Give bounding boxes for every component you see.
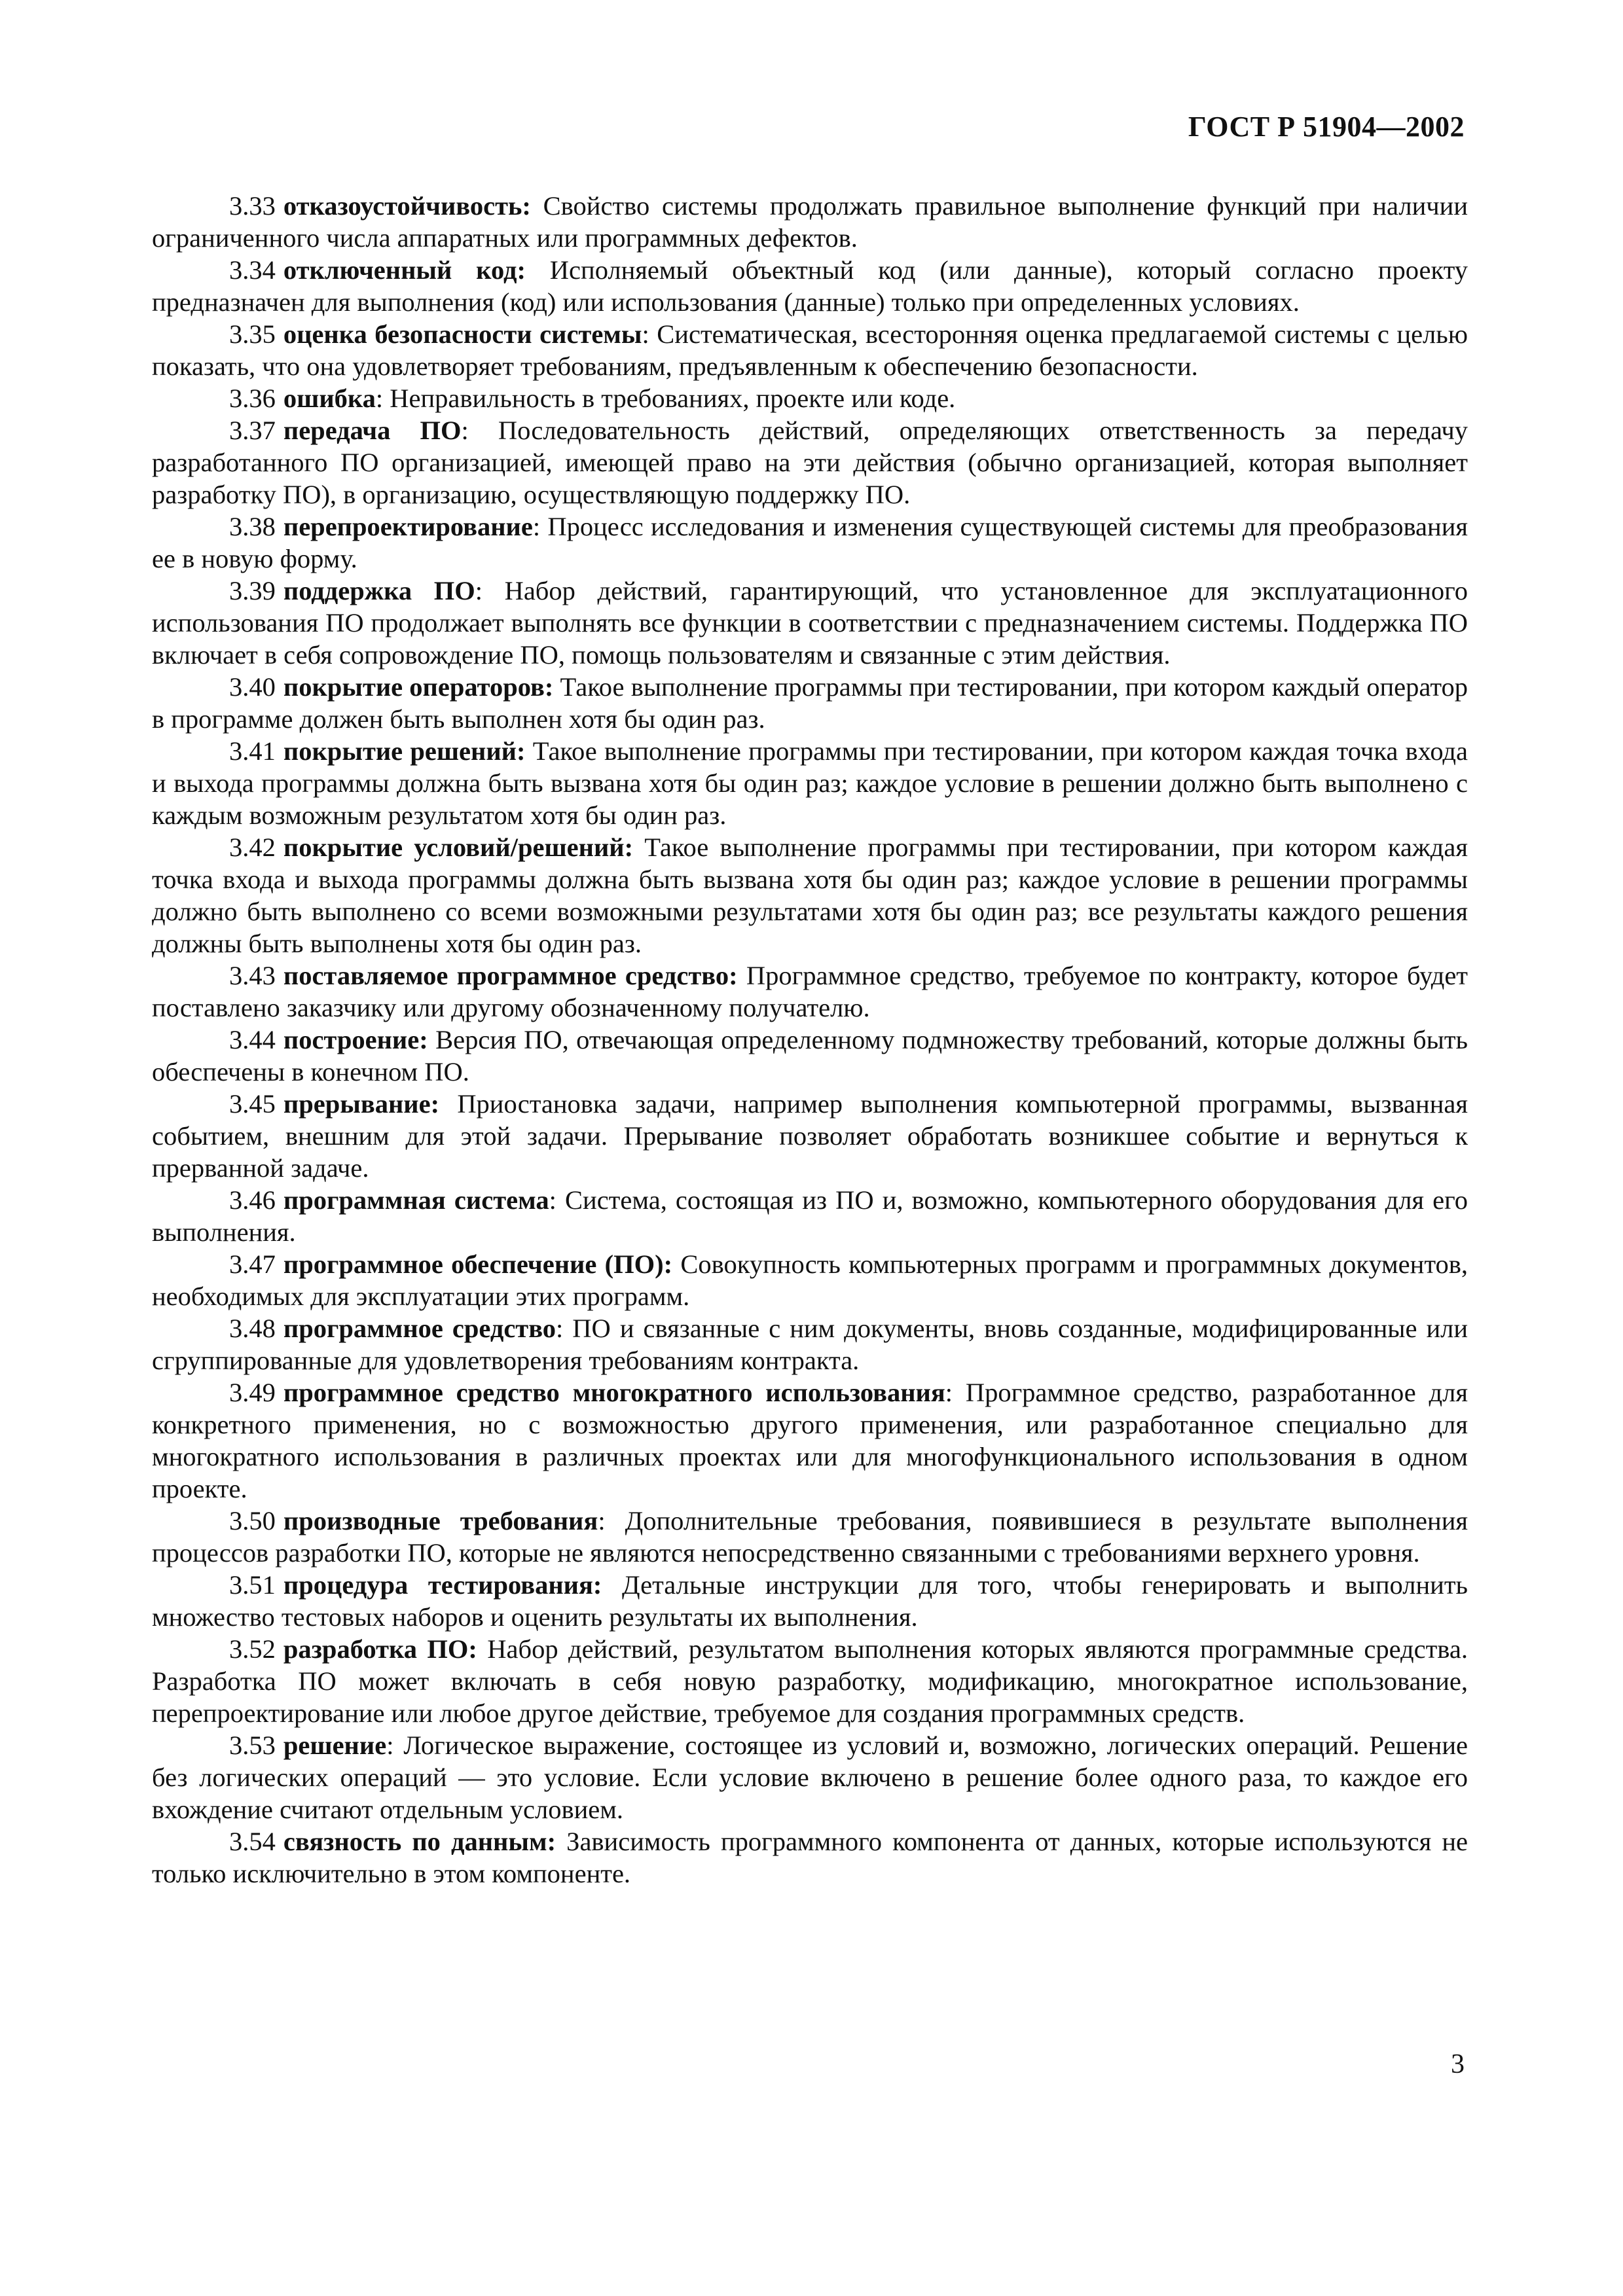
definition-entry <box>152 1376 1468 1505</box>
entry-number: 3.35 <box>229 319 276 349</box>
entry-definition: : Систематическая, всесторонняя оценка предлагаемой системы с целью показать, что она удовлетворяет требованиям, предъявленным к обеспечению безопасности. <box>152 319 1468 381</box>
entry-definition: Детальные инструкции для того, чтобы генерировать и выполнить множество тестовых наборов и оценить результаты их выполнения. <box>152 1570 1468 1632</box>
entry-definition: : Последовательность действий, определяющих ответственность за передачу разработанного ПО организацией, имеющей право на эти действия (обычно организацией, которая выполняет разработку ПО), в организацию, осуществляющую поддержку ПО. <box>152 416 1468 509</box>
definition-entry <box>152 1088 1468 1184</box>
entry-number: 3.37 <box>229 416 276 445</box>
entry-definition: Версия ПО, отвечающая определенному подмножеству требований, которые должны быть обеспечены в конечном ПО. <box>152 1025 1468 1086</box>
entry-number: 3.46 <box>229 1185 276 1215</box>
entry-definition: : Набор действий, гарантирующий, что установленное для эксплуатационного использования ПО продолжает выполнять все функции в соответствии с предназначением системы. Поддержка ПО включает в себя сопровождение ПО, помощь пользователям и связанные с этим действия. <box>152 576 1468 670</box>
entry-definition: : Система, состоящая из ПО и, возможно, компьютерного оборудования для его выполнения. <box>152 1185 1468 1247</box>
terms-definitions-list <box>152 190 1468 1890</box>
entry-definition: Такое выполнение программы при тестировании, при котором каждая точка входа и выхода программы должна быть вызвана хотя бы один раз; каждое условие в решении должно быть выполнено с каждым возможным результатом хотя бы один раз. <box>152 736 1468 830</box>
definition-entry <box>152 1825 1468 1890</box>
definition-entry <box>152 1024 1468 1088</box>
entry-number: 3.49 <box>229 1378 276 1407</box>
entry-number: 3.50 <box>229 1506 276 1535</box>
definition-entry <box>152 960 1468 1024</box>
entry-term: производные требования <box>283 1506 598 1535</box>
entry-term: построение: <box>283 1025 428 1054</box>
entry-term: решение <box>283 1731 387 1760</box>
definition-entry <box>152 414 1468 511</box>
entry-term: оценка безопасности системы <box>283 319 642 349</box>
page-number: 3 <box>1451 2049 1465 2079</box>
entry-number: 3.47 <box>229 1249 276 1279</box>
entry-definition: : Программное средство, разработанное для конкретного применения, но с возможностью другого применения, или разработанное специально для многократного использования в различных проектах или для многофункционального использования в одном проекте. <box>152 1378 1468 1503</box>
entry-number: 3.45 <box>229 1089 276 1119</box>
document-header: ГОСТ Р 51904—2002 <box>1188 111 1465 143</box>
entry-number: 3.36 <box>229 384 276 413</box>
definition-entry <box>152 511 1468 575</box>
entry-definition: : ПО и связанные с ним документы, вновь созданные, модифицированные или сгруппированные для удовлетворения требованиям контракта. <box>152 1314 1468 1375</box>
entry-definition: Приостановка задачи, например выполнения компьютерной программы, вызванная событием, внешним для этой задачи. Прерывание позволяет обработать возникшее событие и вернуться к прерванной задаче. <box>152 1089 1468 1183</box>
definition-entry <box>152 318 1468 382</box>
entry-number: 3.51 <box>229 1570 276 1600</box>
definition-entry <box>152 1184 1468 1248</box>
entry-definition: : Неправильность в требованиях, проекте или коде. <box>375 384 956 413</box>
entry-term: программное средство многократного использования <box>283 1378 945 1407</box>
definition-entry <box>152 671 1468 735</box>
entry-definition: Набор действий, результатом выполнения которых являются программные средства. Разработка ПО может включать в себя новую разработку, модификацию, многократное использование, перепроектирование или любое другое действие, требуемое для создания программных средств. <box>152 1634 1468 1728</box>
entry-number: 3.52 <box>229 1634 276 1664</box>
entry-number: 3.43 <box>229 961 276 990</box>
entry-number: 3.40 <box>229 672 276 702</box>
entry-number: 3.33 <box>229 191 276 221</box>
entry-number: 3.39 <box>229 576 276 605</box>
entry-definition: Такое выполнение программы при тестировании, при котором каждый оператор в программе должен быть выполнен хотя бы один раз. <box>152 672 1468 734</box>
entry-term: покрытие условий/решений: <box>283 833 634 862</box>
entry-definition: : Дополнительные требования, появившиеся в результате выполнения процессов разработки ПО, которые не являются непосредственно связанными с требованиями верхнего уровня. <box>152 1506 1468 1568</box>
entry-number: 3.42 <box>229 833 276 862</box>
entry-definition: Совокупность компьютерных программ и программных документов, необходимых для эксплуатации этих программ. <box>152 1249 1468 1311</box>
entry-term: ошибка <box>283 384 376 413</box>
definition-entry <box>152 190 1468 254</box>
entry-definition: Свойство системы продолжать правильное выполнение функций при наличии ограниченного числа аппаратных или программных дефектов. <box>152 191 1468 253</box>
definition-entry <box>152 1729 1468 1825</box>
entry-number: 3.34 <box>229 255 276 285</box>
entry-term: передача ПО <box>283 416 462 445</box>
entry-term: перепроектирование <box>283 512 533 541</box>
entry-number: 3.53 <box>229 1731 276 1760</box>
entry-definition: : Процесс исследования и изменения существующей системы для преобразования ее в новую форму. <box>152 512 1468 573</box>
definition-entry <box>152 1569 1468 1633</box>
definition-entry <box>152 575 1468 671</box>
entry-term: поддержка ПО <box>283 576 475 605</box>
entry-term: поставляемое программное средство: <box>283 961 738 990</box>
definition-entry <box>152 735 1468 831</box>
entry-number: 3.54 <box>229 1827 276 1856</box>
definition-entry <box>152 254 1468 318</box>
entry-definition: Зависимость программного компонента от данных, которые используются не только исключительно в этом компоненте. <box>152 1827 1468 1888</box>
entry-term: отказоустойчивость: <box>283 191 531 221</box>
entry-number: 3.41 <box>229 736 276 766</box>
entry-definition: : Логическое выражение, состоящее из условий и, возможно, логических операций. Решение без логических операций — это условие. Если условие включено в решение более одного раза, то каждое его вхождение считают отдельным условием. <box>152 1731 1468 1824</box>
entry-term: отключенный код: <box>283 255 526 285</box>
entry-term: разработка ПО: <box>283 1634 477 1664</box>
definition-entry <box>152 1248 1468 1312</box>
entry-term: программная система <box>283 1185 549 1215</box>
entry-term: процедура тестирования: <box>283 1570 602 1600</box>
entry-number: 3.44 <box>229 1025 276 1054</box>
entry-term: программное средство <box>283 1314 556 1343</box>
entry-definition: Исполняемый объектный код (или данные), который согласно проекту предназначен для выполнения (код) или использования (данные) только при определенных условиях. <box>152 255 1468 317</box>
entry-term: покрытие операторов: <box>283 672 554 702</box>
entry-term: программное обеспечение (ПО): <box>283 1249 673 1279</box>
definition-entry <box>152 1505 1468 1569</box>
entry-definition: Такое выполнение программы при тестировании, при котором каждая точка входа и выхода программы должна быть вызвана хотя бы один раз; каждое условие в решении программы должно быть выполнено со всеми возможными результатами хотя бы один раз; все результаты каждого решения должны быть выполнены хотя бы один раз. <box>152 833 1468 958</box>
entry-number: 3.48 <box>229 1314 276 1343</box>
entry-term: связность по данным: <box>283 1827 556 1856</box>
entry-term: покрытие решений: <box>283 736 526 766</box>
definition-entry <box>152 1633 1468 1729</box>
entry-number: 3.38 <box>229 512 276 541</box>
definition-entry <box>152 1312 1468 1376</box>
entry-definition: Программное средство, требуемое по контракту, которое будет поставлено заказчику или другому обозначенному получателю. <box>152 961 1468 1022</box>
definition-entry <box>152 831 1468 960</box>
definition-entry <box>152 382 1468 414</box>
entry-term: прерывание: <box>283 1089 440 1119</box>
